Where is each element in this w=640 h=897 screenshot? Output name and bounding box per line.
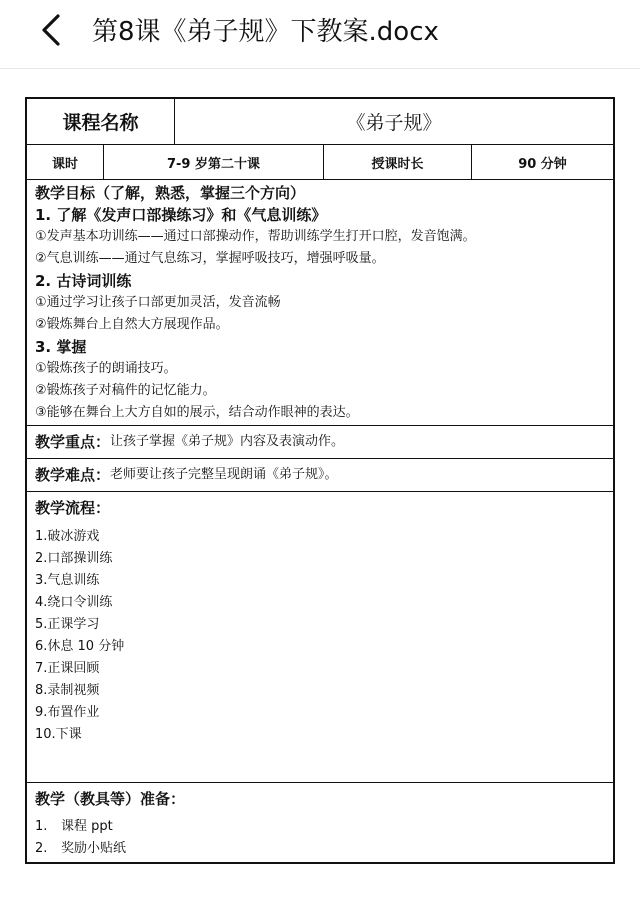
flow-item: 6.休息 10 分钟 xyxy=(35,639,125,654)
goal-item: ②锻炼舞台上自然大方展现作品。 xyxy=(35,317,229,332)
prep-item-text: 课程 ppt xyxy=(61,819,113,834)
prep-item-text: 奖励小贴纸 xyxy=(61,841,127,856)
difficulties-label: 教学难点： xyxy=(35,466,111,484)
top-bar xyxy=(0,0,640,69)
prep-item-number: 1. xyxy=(35,819,48,834)
flow-item: 10.下课 xyxy=(35,727,82,742)
flow-item: 1.破冰游戏 xyxy=(35,529,100,544)
goal-item: ②锻炼孩子对稿件的记忆能力。 xyxy=(35,383,216,398)
prep-item xyxy=(35,816,605,838)
flow-item: 4.绕口令训练 xyxy=(35,595,113,610)
goal-item: ③能够在舞台上大方自如的展示，结合动作眼神的表达。 xyxy=(35,405,359,420)
period-value: 7-9 岁第二十课 xyxy=(103,145,323,179)
course-info-row xyxy=(27,145,613,180)
flow-item: 5.正课学习 xyxy=(35,617,100,632)
back-chevron-icon[interactable] xyxy=(34,12,74,52)
flow-item: 9.布置作业 xyxy=(35,705,100,720)
duration-label: 授课时长 xyxy=(323,145,471,179)
course-name-value: 《弟子规》 xyxy=(174,99,613,144)
teaching-flow-section xyxy=(27,492,613,783)
preparation-section xyxy=(27,783,613,862)
goal-2-heading: 2. 古诗词训练 xyxy=(35,272,132,290)
duration-value: 90 分钟 xyxy=(471,145,613,179)
flow-item: 7.正课回顾 xyxy=(35,661,100,676)
goal-item: ①发声基本功训练——通过口部操动作，帮助训练学生打开口腔，发音饱满。 xyxy=(35,229,476,244)
key-points-label: 教学重点： xyxy=(35,433,111,451)
goal-item: ①通过学习让孩子口部更加灵活，发音流畅 xyxy=(35,295,281,310)
course-name-label: 课程名称 xyxy=(62,112,139,134)
flow-item: 8.录制视频 xyxy=(35,683,100,698)
flow-item: 3.气息训练 xyxy=(35,573,100,588)
teaching-goals-section xyxy=(27,180,613,426)
difficulties-section xyxy=(27,459,613,492)
goal-3-heading: 3. 掌握 xyxy=(35,338,87,356)
goal-item: ①锻炼孩子的朗诵技巧。 xyxy=(35,361,177,376)
goal-item: ②气息训练——通过气息练习，掌握呼吸技巧，增强呼吸量。 xyxy=(35,251,385,266)
course-name-row xyxy=(27,99,613,145)
flow-item: 2.口部操训练 xyxy=(35,551,113,566)
difficulties-text: 老师要让孩子完整呈现朗诵《弟子规》。 xyxy=(110,467,338,482)
lesson-plan-table xyxy=(25,97,615,864)
key-points-section xyxy=(27,426,613,459)
period-label: 课时 xyxy=(51,156,78,172)
flow-heading: 教学流程： xyxy=(35,499,111,517)
prep-item xyxy=(35,838,605,860)
key-points-text: 让孩子掌握《弟子规》内容及表演动作。 xyxy=(110,434,345,449)
goals-heading: 教学目标（了解，熟悉，掌握三个方向） xyxy=(35,184,306,202)
prep-item-number: 2. xyxy=(35,841,48,856)
prep-heading: 教学（教具等）准备： xyxy=(35,790,186,808)
document-title: 第8课《弟子规》下教案.docx xyxy=(92,17,439,47)
goal-1-heading: 1. 了解《发声口部操练习》和《气息训练》 xyxy=(35,206,327,224)
